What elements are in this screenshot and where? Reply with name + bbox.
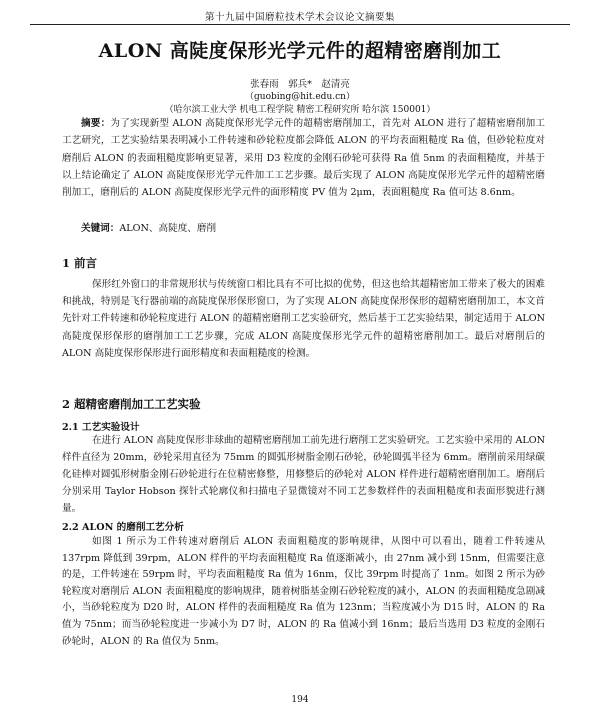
section-2-heading: 2 超精密磨削加工工艺实验 bbox=[62, 397, 201, 411]
subsection-2-1-paragraph: 在进行 ALON 高陡度保形非球曲的超精密磨削加工前先进行磨削工艺实验研究。工艺实验中采用的 ALON 样件直径为 20mm，砂轮采用直径为 75mm 的圆弧形树脂金刚石砂轮，砂轮圆弧半径为 6mm。磨削前采用绿碳化硅棒对圆弧形树脂金刚石砂轮进行在位精密修整，用修整后的砂轮对 ALON 样件进行超精密磨削加工。磨削后分别采用 Taylor Hobson 探针式轮廓仪和扫描电子显微镜对不同工艺参数样件的表面粗糙度和表面形貌进行测量。 bbox=[62, 435, 545, 514]
section-1-heading: 1 前言 bbox=[62, 256, 98, 270]
page-number: 194 bbox=[291, 695, 309, 705]
section-1-paragraph: 保形红外窗口的非常规形状与传统窗口相比具有不可比拟的优势，但这也给其超精密加工带来了极大的困难和挑战，特别是飞行器前端的高陡度保形保形窗口，为了实现 ALON 高陡度保形保形的超精密磨削加工，本文首先针对工件转速和砂轮粒度进行 ALON 的超精密磨削工艺实验研究，然后基于工艺实验结果，制定适用于 ALON 高陡度保形保形的磨削加工工艺步骤，完成 ALON 高陡度保形光学元件的超精密磨削加工。最后对磨削后的 ALON 高陡度保形保形进行面形精度和表面粗糙度的检测。 bbox=[62, 279, 545, 359]
subsection-2-1-heading: 2.1 工艺实验设计 bbox=[62, 422, 140, 433]
subsection-2-2-heading: 2.2 ALON 的磨削工艺分析 bbox=[62, 522, 184, 533]
author-list: 张春雨 郭兵* 赵清亮 bbox=[250, 79, 350, 90]
paper-title: ALON 高陡度保形光学元件的超精密磨削加工 bbox=[98, 40, 502, 62]
affiliation: （哈尔滨工业大学 机电工程学院 精密工程研究所 哈尔滨 150001） bbox=[164, 105, 436, 115]
author-email: （guobing@hit.edu.cn） bbox=[245, 92, 355, 102]
header-rule bbox=[30, 24, 570, 25]
keywords-label: 关键词： bbox=[81, 223, 120, 234]
keywords bbox=[81, 220, 541, 237]
running-header: 第十九届中国磨粒技术学术会议论文摘要集 bbox=[204, 12, 395, 23]
abstract bbox=[62, 115, 545, 201]
keywords-text: ALON、高陡度、磨削 bbox=[119, 223, 217, 234]
subsection-2-2-paragraph: 如图 1 所示为工件转速对磨削后 ALON 表面粗糙度的影响规律，从图中可以看出，随着工件转速从 137rpm 降低到 39rpm，ALON 样件的平均表面粗糙度 Ra 值逐渐减小，由 27nm 减小到 15nm，但需要注意的是，工件转速在 59rpm 时，平均表面粗糙度 Ra 值为 16nm，仅比 39rpm 时提高了 1nm。如图 2 所示为砂轮粒度对磨削后 ALON 表面粗糙度的影响规律，随着树脂基金刚石砂轮粒度的减小，ALON 的表面粗糙度急剧减小，当砂轮粒度为 D20 时，ALON 样件的表面粗糙度 Ra 值为 123nm；当粒度减小为 D15 时，ALON 的 Ra 值为 75nm；而当砂轮粒度进一步减小为 D7 时，ALON 的 Ra 值减小到 16nm；最后当选用 D3 粒度的金刚石砂轮时，ALON 的 Ra 值仅为 5nm。 bbox=[62, 536, 545, 647]
abstract-label: 摘要： bbox=[81, 118, 111, 129]
abstract-text: 为了实现新型 ALON 高陡度保形光学元件的超精密磨削加工，首先对 ALON 进行了超精密磨削加工工艺研究，工艺实验结果表明减小工件转速和砂轮粒度都会降低 ALON 的平均表面粗糙度 Ra 值，但砂轮粒度对磨削后 ALON 的表面粗糙度影响更显著，采用 D3 粒度的金刚石砂轮可获得 Ra 值 5nm 的表面粗糙度，并基于以上结论确定了 ALON 高陡度保形光学元件加工工艺步骤。最后实现了 ALON 高陡度保形光学元件的超精密磨削加工，磨削后的 ALON 高陡度保形光学元件的面形精度 PV 值为 2μm，表面粗糙度 Ra 值可达 8.6nm。 bbox=[62, 118, 545, 199]
